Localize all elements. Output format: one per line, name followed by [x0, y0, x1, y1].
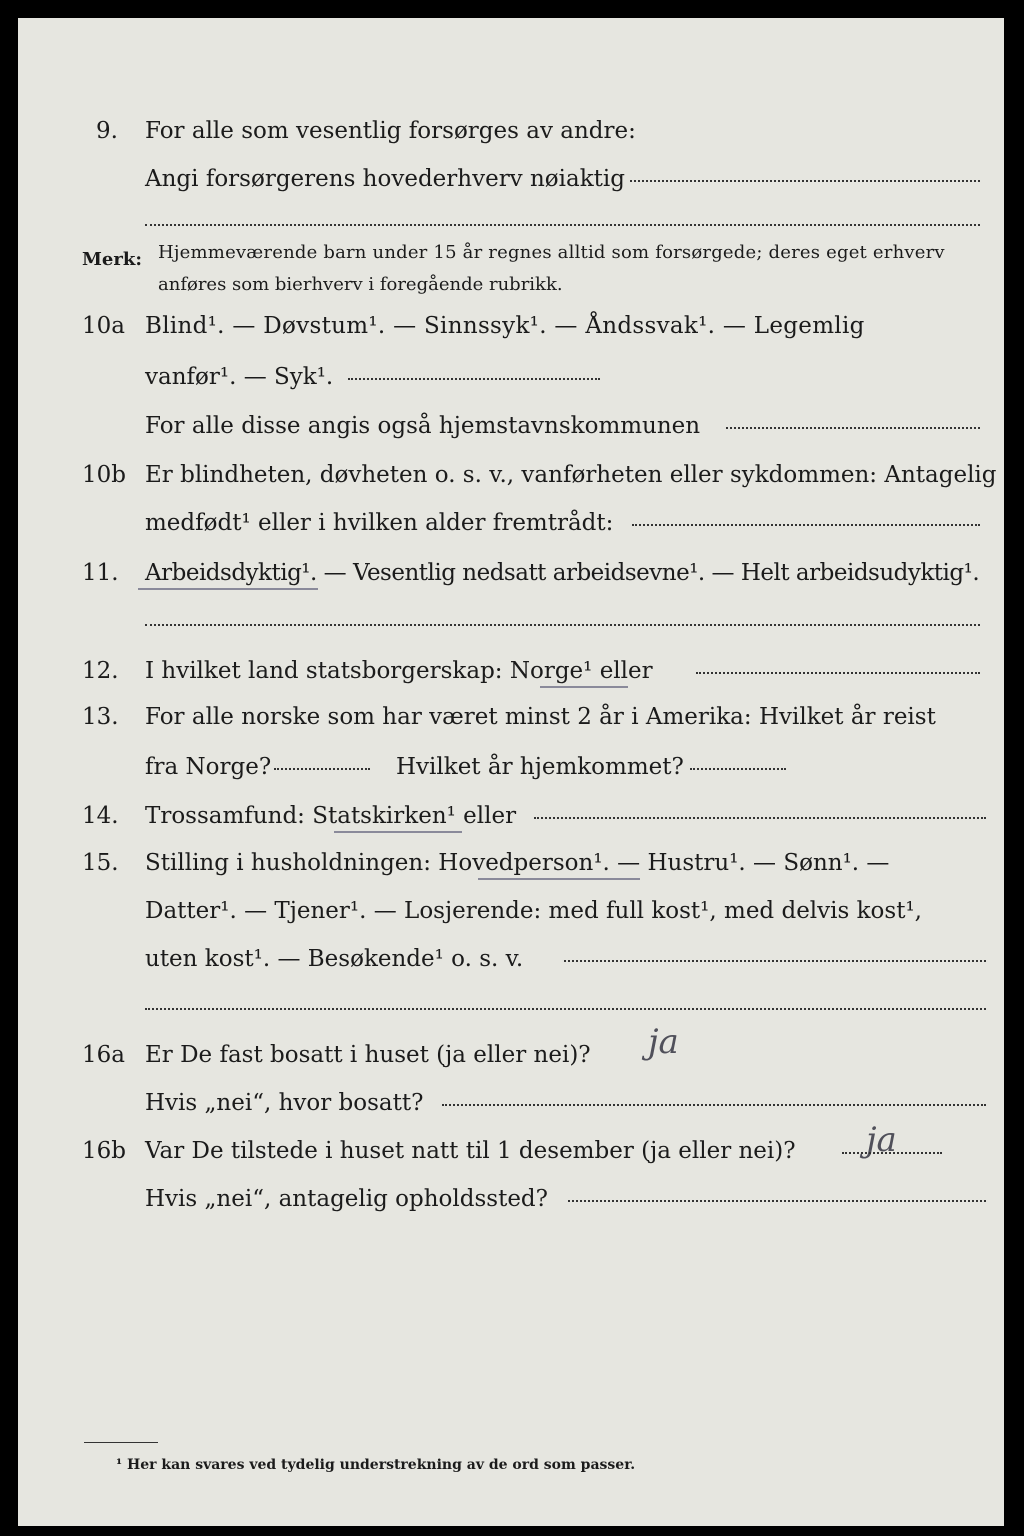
q16b-line1: Var De tilstede i huset natt til 1 desember (ja eller nei)?	[145, 1138, 796, 1164]
q16b-line2: Hvis „nei“, antagelig opholdssted?	[145, 1186, 548, 1212]
census-form-page	[18, 18, 1004, 1526]
merk-label: Merk:	[82, 249, 142, 270]
q11-extra-line	[145, 624, 980, 626]
q11-underline-mark	[138, 588, 318, 590]
q12-number: 12.	[82, 658, 119, 684]
q9-answer-line	[630, 180, 980, 182]
q15-line2: Datter¹. — Tjener¹. — Losjerende: med full kost¹, med delvis kost¹,	[145, 898, 922, 924]
q15-number: 15.	[82, 850, 119, 876]
q16b-handwritten-answer: ja	[866, 1120, 897, 1160]
q9-line1: For alle som vesentlig forsørges av andre:	[145, 118, 636, 144]
q10b-line2: medfødt¹ eller i hvilken alder fremtrådt:	[145, 510, 614, 536]
q10a-line2: vanfør¹. — Syk¹.	[145, 364, 334, 390]
q16a-line1: Er De fast bosatt i huset (ja eller nei)?	[145, 1042, 591, 1068]
q16a-answer-line	[442, 1104, 986, 1106]
q15-line3: uten kost¹. — Besøkende¹ o. s. v.	[145, 946, 524, 972]
q15-answer-line	[564, 960, 986, 962]
q16b-number: 16b	[82, 1138, 126, 1164]
q9-number: 9.	[96, 118, 118, 144]
q13-return-line	[690, 768, 786, 770]
q13-line2b: Hvilket år hjemkommet?	[396, 754, 684, 780]
footnote-rule	[84, 1442, 158, 1443]
q10b-number: 10b	[82, 462, 126, 488]
q16a-line2: Hvis „nei“, hvor bosatt?	[145, 1090, 424, 1116]
q12-underline-mark	[540, 686, 628, 688]
q16b-location-line	[568, 1200, 986, 1202]
q13-line2a: fra Norge?	[145, 754, 272, 780]
q9-line2: Angi forsørgerens hovederhverv nøiaktig	[145, 166, 625, 192]
q14-number: 14.	[82, 803, 119, 829]
merk-line1: Hjemmeværende barn under 15 år regnes alltid som forsørgede; deres eget erhverv	[158, 242, 945, 263]
footnote-text: ¹ Her kan svares ved tydelig understrekning av de ord som passer.	[116, 1457, 636, 1473]
q9-extra-line	[145, 224, 980, 226]
q13-line1: For alle norske som har været minst 2 år i Amerika: Hvilket år reist	[145, 704, 936, 730]
q14-line1: Trossamfund: Statskirken¹ eller	[145, 803, 517, 829]
q11-number: 11.	[82, 560, 119, 586]
q15-line1: Stilling i husholdningen: Hovedperson¹. — Hustru¹. — Sønn¹. —	[145, 850, 890, 876]
q16b-answer-line	[842, 1152, 942, 1154]
q13-departure-line	[274, 768, 370, 770]
q11-line1: Arbeidsdyktig¹. — Vesentlig nedsatt arbeidsevne¹. — Helt arbeidsudyktig¹.	[145, 560, 980, 586]
q12-line1: I hvilket land statsborgerskap: Norge¹ eller	[145, 658, 653, 684]
q15-extra-line	[145, 1008, 986, 1010]
q10a-line3: For alle disse angis også hjemstavnskommunen	[145, 413, 701, 439]
q10b-line1: Er blindheten, døvheten o. s. v., vanførheten eller sykdommen: Antagelig	[145, 462, 997, 488]
merk-line2: anføres som bierhverv i foregående rubrikk.	[158, 274, 563, 295]
q14-underline-mark	[334, 831, 462, 833]
q15-underline-mark	[478, 878, 640, 880]
q10a-hometown-line	[726, 427, 980, 429]
q16a-handwritten-answer: ja	[648, 1022, 679, 1062]
q13-number: 13.	[82, 704, 119, 730]
q10b-answer-line	[632, 524, 980, 526]
q14-answer-line	[534, 817, 986, 819]
q10a-number: 10a	[82, 313, 125, 339]
q12-answer-line	[696, 672, 980, 674]
q10a-line1: Blind¹. — Døvstum¹. — Sinnssyk¹. — Åndssvak¹. — Legemlig	[145, 313, 865, 339]
q16a-number: 16a	[82, 1042, 125, 1068]
q10a-answer-line	[348, 378, 600, 380]
